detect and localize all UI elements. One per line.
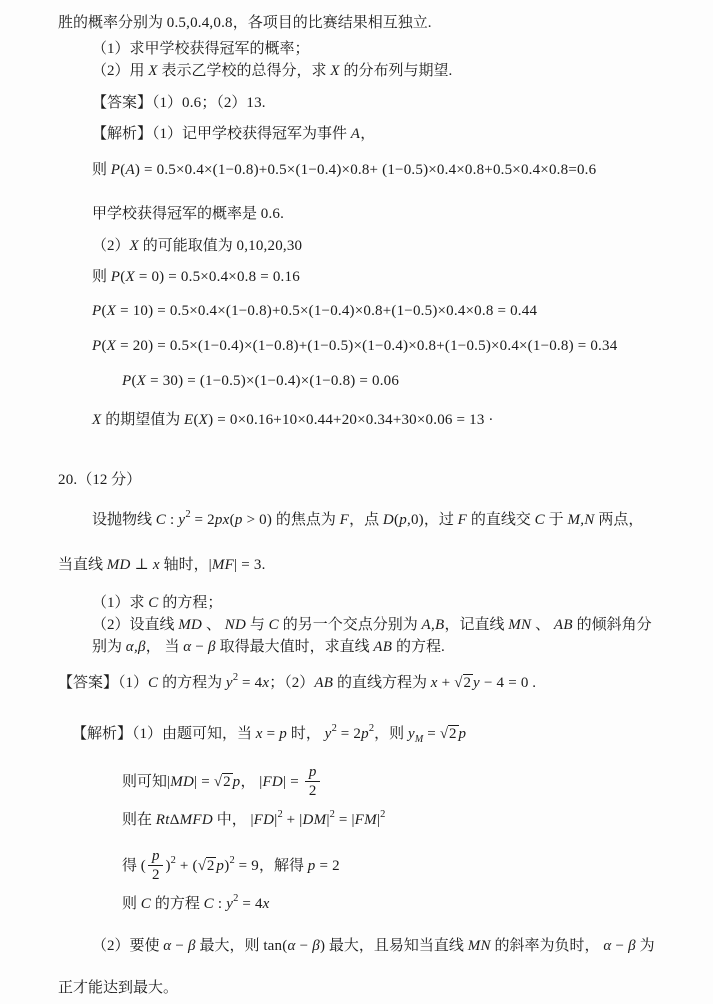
cjk-text: 的倾斜角分 [572,617,652,633]
math-variable: ND [224,617,247,633]
radical-sign: √ [213,773,223,790]
cjk-text: 【答案】（1） [58,675,149,691]
math-number: 0.6. [260,206,285,222]
math-number: | [167,773,171,790]
math-variable: X [330,63,340,79]
doc-line [92,504,713,531]
superscript: 2 [368,723,375,734]
fraction [148,848,164,883]
radicand: 2 [223,773,231,790]
math-variable: X [106,338,117,354]
cjk-text: 、 [202,617,225,633]
math-variable: y [225,675,233,691]
math-number: + ( [175,857,198,874]
math-variable: P [110,269,121,285]
math-variable: p [458,726,467,742]
math-variable: y [178,512,186,528]
math-number: = 2 [315,857,340,874]
math-number: : [166,512,179,528]
cjk-text: 轴时， [159,557,209,573]
math-number: | [208,557,212,573]
radical-sign: √ [197,857,206,874]
sqrt-radical [198,858,217,874]
math-number: | = [194,773,214,790]
cjk-text: 最大，则 [195,938,264,954]
superscript: 2 [329,809,335,820]
doc-line [92,266,713,288]
math-number: − [191,639,209,655]
math-variable: MD [170,773,195,790]
superscript: 2 [170,854,176,866]
cjk-text: 的方程为 [158,675,226,691]
cjk-text: 正才能达到最大。 [58,980,179,996]
radicand: 2 [449,726,457,742]
doc-line [92,203,713,225]
cjk-text: 胜的概率分别为 [58,15,167,31]
fraction-denominator: 2 [148,865,164,883]
cjk-text: ，过 [423,512,458,528]
math-variable: y [407,726,415,742]
fraction-numerator: p [151,848,160,864]
math-number: 20. [58,472,78,488]
doc-line [92,592,713,614]
math-variable: P [122,373,132,389]
cjk-text: 的方程. [392,639,445,655]
math-variable: C [140,896,152,912]
math-variable: X [92,412,102,428]
sqrt-radical [454,675,473,691]
fraction-denominator: 2 [305,781,321,799]
cjk-text: 与 [246,617,269,633]
cjk-text: 的直线方程为 [333,675,431,691]
math-number: = 2 [336,726,362,742]
doc-line [122,804,713,831]
math-variable: C [148,595,159,611]
doc-line [92,92,713,114]
math-number: = 0) = 0.5×0.4×0.8 = 0.16 [134,269,300,285]
doc-line [92,38,713,60]
math-number: = [423,726,440,742]
superscript: 2 [380,809,386,820]
cjk-text: ；（2） [201,95,247,111]
superscript: 2 [185,509,191,520]
math-variable: AB [314,675,334,691]
doc-line [92,935,713,957]
cjk-text: 时， [287,726,325,742]
math-number: | [259,773,263,790]
math-number: | [326,812,330,828]
cjk-text: ， [360,126,376,142]
math-variable: x [255,726,263,742]
math-number: | [376,812,381,828]
cjk-text: ，记直线 [444,617,509,633]
math-variable: P [92,303,102,319]
math-number: + | [282,812,303,828]
doc-line [58,667,713,694]
cjk-text: （2）设直线 [92,617,179,633]
math-number: ) [319,938,326,954]
math-variable: p [399,512,407,528]
math-number: ( [120,162,126,178]
doc-line [92,300,713,322]
math-variable: α [603,938,612,954]
cjk-text: 设抛物线 [92,512,156,528]
math-variable: α [183,639,192,655]
cjk-text: 取得最大值时，求直线 [215,639,374,655]
doc-line [122,765,713,800]
math-number: 0.6 [182,95,202,111]
math-number: 0.5,0.4,0.8 [166,15,233,31]
math-number: ( [101,303,107,319]
math-variable: β [188,938,196,954]
math-variable: y [473,675,480,691]
math-variable: y [324,726,332,742]
math-number: = 10) = 0.5×0.4×(1−0.8)+0.5×(1−0.4)×0.8+(1−0.5)×0.4×0.8 = 0.44 [116,303,538,319]
cjk-text: 则在 [122,812,156,828]
cjk-text: 的另一个交点分别为 [278,617,422,633]
math-number: 0,10,20,30 [236,238,303,254]
math-variable: p [361,726,369,742]
math-variable: D [382,512,394,528]
doc-line [122,370,713,392]
math-number: = 20) = 0.5×(1−0.4)×(1−0.8)+(1−0.5)×(1−0.4)×0.8+(1−0.5)×0.4×(1−0.8) = 0.34 [116,338,618,354]
math-number: 13. [246,95,266,111]
cjk-text: ，各项目的比赛结果相互独立. [232,15,432,31]
doc-line [58,469,713,491]
math-variable: E [183,412,194,428]
math-variable: MFD [179,812,213,828]
doc-line [122,849,713,884]
cjk-text: （1）求甲学校获得冠军的概率； [92,41,310,57]
math-number: | [250,812,254,828]
math-number: = 4 [238,896,263,912]
math-number: | = [283,773,303,790]
math-number: ) = 0×0.16+10×0.44+20×0.34+30×0.06 = 13 [208,412,485,428]
cjk-text: ，则 [374,726,408,742]
radicand: 2 [463,675,472,691]
math-number: ( [120,269,126,285]
math-variable: X [125,269,135,285]
math-variable: AB [553,617,573,633]
math-variable: α [287,938,296,954]
cjk-text: 则 [122,896,141,912]
math-number: Δ [169,812,180,828]
cjk-text: 得 [122,857,141,874]
cjk-text: . [528,675,537,691]
cjk-text: 的期望值为 [101,412,184,428]
math-variable: FD [262,773,284,790]
cjk-text: ，解得 [258,857,308,874]
cjk-text: 于 [544,512,568,528]
math-variable: x [262,896,270,912]
math-number: ) [165,857,171,874]
cjk-text: 的可能取值为 [138,238,237,254]
math-number: ) [224,857,230,874]
cjk-text: 【解析】（1）记甲学校获得冠军为事件 [92,126,351,142]
cjk-text: 的焦点为 [272,512,340,528]
math-number: − 4 = 0 [480,675,529,691]
cjk-text: （12 分） [77,472,142,488]
cjk-text: 别为 [92,639,126,655]
math-number: ,0) [407,512,424,528]
math-variable: MN [467,938,491,954]
math-variable: α,β [125,639,146,655]
math-variable: p [279,726,288,742]
doc-line [92,235,713,257]
math-variable: MD [178,617,203,633]
math-variable: x [152,557,160,573]
math-variable: x [430,675,438,691]
subscript: M [414,734,424,745]
cjk-text: 为 [635,938,655,954]
math-variable: β [312,938,320,954]
math-variable: y [226,896,234,912]
math-variable: p [307,857,316,874]
sqrt-radical [214,774,233,790]
math-variable: C [155,512,167,528]
document-content [0,12,713,999]
math-number: = 9 [234,857,259,874]
math-variable: P [110,162,121,178]
math-variable: β [208,639,216,655]
doc-line [92,409,713,431]
doc-line [58,12,713,34]
cjk-text: 则可知 [122,773,168,790]
math-variable: X [148,63,158,79]
radical-sign: √ [454,675,463,691]
math-number: | [274,812,278,828]
math-number: = 4 [238,675,263,691]
math-number: ( [131,373,137,389]
superscript: 2 [277,809,283,820]
math-variable: X [198,412,209,428]
math-variable: X [129,238,139,254]
cjk-text: 表示乙学校的总得分，求 [157,63,331,79]
math-variable: A,B [421,617,445,633]
math-number: tan( [263,938,288,954]
doc-line [92,614,713,636]
doc-line [92,159,713,181]
math-variable: C [203,896,214,912]
cjk-text: 的方程 [151,896,204,912]
math-variable: X [136,373,147,389]
cjk-text: ， 当 [145,639,184,655]
cjk-text: · [484,412,494,428]
fraction-numerator: p [308,764,317,780]
cjk-text: 【答案】（1） [92,95,183,111]
cjk-text: 甲学校获得冠军的概率是 [92,206,261,222]
math-number: + [437,675,455,691]
math-variable: P [92,338,102,354]
math-variable: X [106,303,117,319]
math-variable: F [339,512,350,528]
math-variable: C [534,512,545,528]
cjk-text: ， [240,773,260,790]
doc-line [92,636,713,658]
superscript: 2 [331,723,337,734]
math-variable: AB [373,639,393,655]
math-number: | = 3. [234,557,266,573]
doc-line [92,60,713,82]
superscript: 2 [232,672,239,683]
doc-line [72,718,713,751]
cjk-text: 则 [92,269,111,285]
math-number: ) = 0.5×0.4×(1−0.8)+0.5×(1−0.4)×0.8+ (1−0.5)×0.4×0.8+0.5×0.4×0.8=0.6 [134,162,597,178]
math-number: ( [393,512,400,528]
cjk-text: 【解析】（1）由题可知，当 [72,726,256,742]
math-number: ⊥ [130,557,153,573]
math-number: ( [193,412,199,428]
cjk-text: 、 [531,617,554,633]
fraction [305,764,321,799]
math-variable: p [232,773,241,790]
math-number: ( [140,857,146,874]
cjk-text: 的斜率为负时， [490,938,604,954]
math-number: − [611,938,629,954]
cjk-text: 两点， [594,512,644,528]
cjk-text: （2）要使 [92,938,164,954]
math-number: = | [334,812,355,828]
math-variable: MN [508,617,532,633]
math-variable: C [268,617,279,633]
doc-line [58,977,713,999]
cjk-text: （1）求 [92,595,149,611]
math-variable: F [457,512,468,528]
math-number: = [262,726,280,742]
cjk-text: （2） [92,238,130,254]
cjk-text: 最大，且易知当直线 [325,938,468,954]
math-variable: M,N [567,512,595,528]
math-number: = 2 [190,512,215,528]
math-variable: A [125,162,135,178]
superscript: 2 [233,893,239,904]
doc-line [92,335,713,357]
math-variable: C [148,675,159,691]
cjk-text: 的方程； [158,595,223,611]
cjk-text: ，点 [349,512,383,528]
cjk-text: 则 [92,162,111,178]
math-variable: x [262,675,270,691]
cjk-text: 当直线 [58,557,107,573]
math-number: = 30) = (1−0.5)×(1−0.4)×(1−0.8) = 0.06 [146,373,400,389]
math-variable: A [350,126,361,142]
math-number: − [295,938,313,954]
math-variable: px [214,512,230,528]
math-number: : [213,896,227,912]
cjk-text: 中， [212,812,251,828]
cjk-text: 的分布列与期望. [339,63,453,79]
sqrt-radical [440,726,459,742]
math-variable: p [234,512,243,528]
cjk-text: 的直线交 [467,512,535,528]
math-variable: MD [106,557,131,573]
superscript: 2 [229,854,235,866]
radicand: 2 [206,857,215,874]
cjk-text: （2）用 [92,63,149,79]
math-variable: DM [302,812,327,828]
radical-sign: √ [439,726,449,742]
math-variable: α [163,938,172,954]
math-variable: β [628,938,636,954]
doc-line [122,888,713,915]
math-variable: Rt [155,812,170,828]
doc-line [92,123,713,145]
math-variable: FM [354,812,377,828]
math-number: ( [229,512,235,528]
math-number: > 0) [242,512,273,528]
math-variable: MF [211,557,235,573]
cjk-text: ；（2） [269,675,315,691]
math-number: − [171,938,189,954]
doc-line [58,554,713,576]
math-variable: p [216,857,225,874]
math-number: ( [101,338,107,354]
math-variable: FD [253,812,275,828]
